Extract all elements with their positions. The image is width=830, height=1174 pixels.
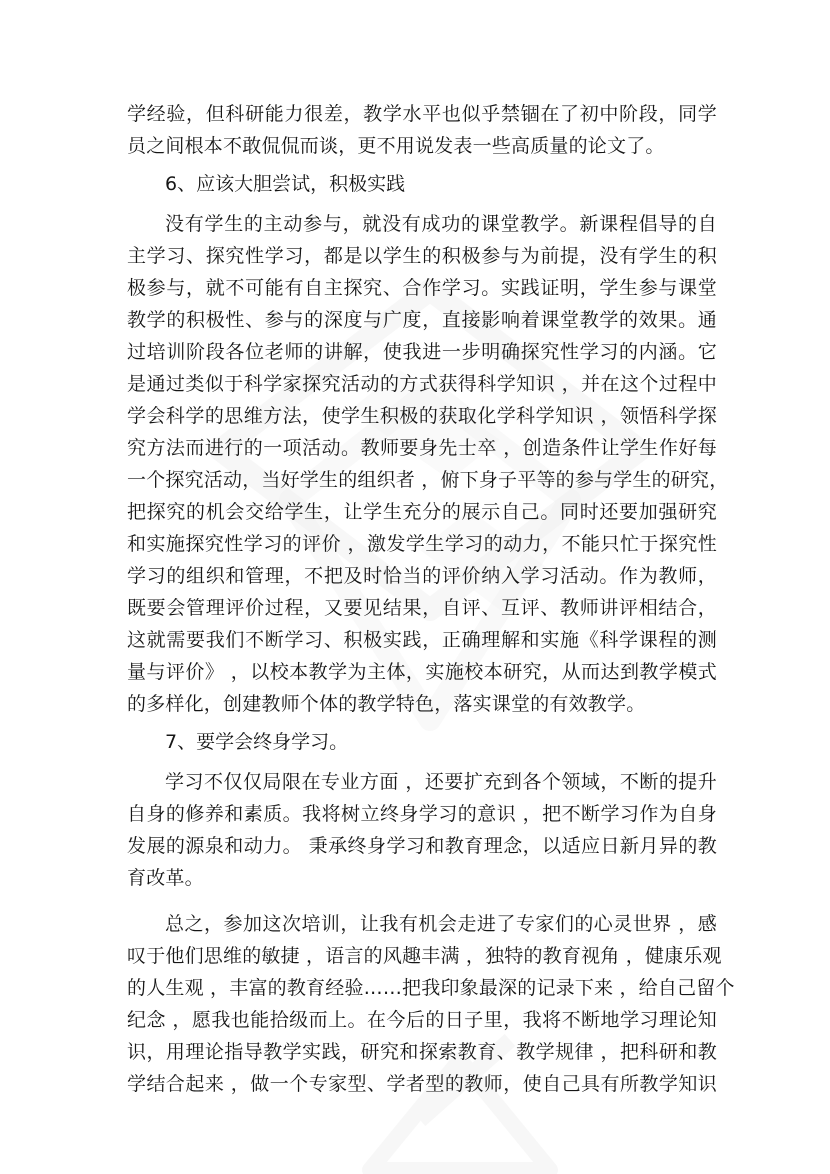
text-line: 学结合起来 ，做一个专家型、学者型的教师，使自己具有所教学知识: [127, 1073, 717, 1095]
section-heading-7: 7、要学会终身学习。: [165, 731, 349, 753]
text-line: 学会科学的思维方法，使学生积极的获取化学科学知识 ，领悟科学探: [127, 405, 717, 427]
text-line: 是通过类似于科学家探究活动的方式获得科学知识 ，并在这个过程中: [127, 373, 717, 395]
text-line: 究方法而进行的一项活动。教师要身先士卒 ，创造条件让学生作好每: [127, 437, 717, 459]
text-line: 这就需要我们不断学习、积极实践，正确理解和实施《科学课程的测: [127, 629, 717, 651]
text-line: 教学的积极性、参与的深度与广度，直接影响着课堂教学的效果。通: [127, 309, 717, 331]
text-line: 员之间根本不敢侃侃而谈，更不用说发表一些高质量的论文了。: [127, 135, 665, 157]
text-line: 学习不仅仅局限在专业方面 ，还要扩充到各个领域，不断的提升: [165, 771, 717, 793]
text-line: 叹于他们思维的敏捷 ，语言的风趣丰满 ，独特的教育视角 ，健康乐观: [127, 945, 722, 967]
text-line: 总之，参加这次培训，让我有机会走进了专家们的心灵世界 ，感: [165, 913, 717, 935]
section-heading-6: 6、应该大胆尝试，积极实践: [165, 173, 406, 195]
text-line: 学经验，但科研能力很差，教学水平也似乎禁锢在了初中阶段，同学: [127, 103, 717, 125]
paragraph-conclusion: [127, 908, 735, 1100]
text-line: 和实施探究性学习的评价 ，激发学生学习的动力，不能只忙于探究性: [127, 533, 717, 555]
paragraph-7: [127, 766, 717, 894]
text-line: 一个探究活动，当好学生的组织者 ，俯下身子平等的参与学生的研究，: [127, 469, 729, 491]
text-line: 学习的组织和管理，不把及时恰当的评价纳入学习活动。作为教师，: [127, 565, 717, 587]
text-line: 自身的修养和素质。我将树立终身学习的意识 ，把不断学习作为自身: [127, 803, 717, 825]
text-line: 主学习、探究性学习，都是以学生的积极参与为前提，没有学生的积: [127, 245, 717, 267]
document-body: [127, 98, 735, 1100]
paragraph-6: [127, 208, 729, 720]
text-line: 识，用理论指导教学实践，研究和探索教育、教学规律 ，把科研和教: [127, 1041, 717, 1063]
text-line: 纪念 ，愿我也能拾级而上。在今后的日子里，我将不断地学习理论知: [127, 1009, 717, 1031]
text-line: 的人生观 ，丰富的教育经验……把我印象最深的记录下来 ，给自己留个: [127, 977, 735, 999]
text-line: 育改革。: [127, 867, 204, 889]
text-line: 既要会管理评价过程，又要见结果，自评、互评、教师讲评相结合，: [127, 597, 717, 619]
text-line: 极参与，就不可能有自主探究、合作学习。实践证明，学生参与课堂: [127, 277, 717, 299]
text-line: 没有学生的主动参与，就没有成功的课堂教学。新课程倡导的自: [165, 213, 717, 235]
text-line: 过培训阶段各位老师的讲解，使我进一步明确探究性学习的内涵。它: [127, 341, 717, 363]
text-line: 的多样化，创建教师个体的教学特色，落实课堂的有效教学。: [127, 693, 646, 715]
text-line: 把探究的机会交给学生，让学生充分的展示自己。同时还要加强研究: [127, 501, 717, 523]
text-line: 发展的源泉和动力。 秉承终身学习和教育理念，以适应日新月异的教: [127, 835, 717, 857]
text-line: 量与评价》 ，以校本教学为主体，实施校本研究，从而达到教学模式: [127, 661, 717, 683]
